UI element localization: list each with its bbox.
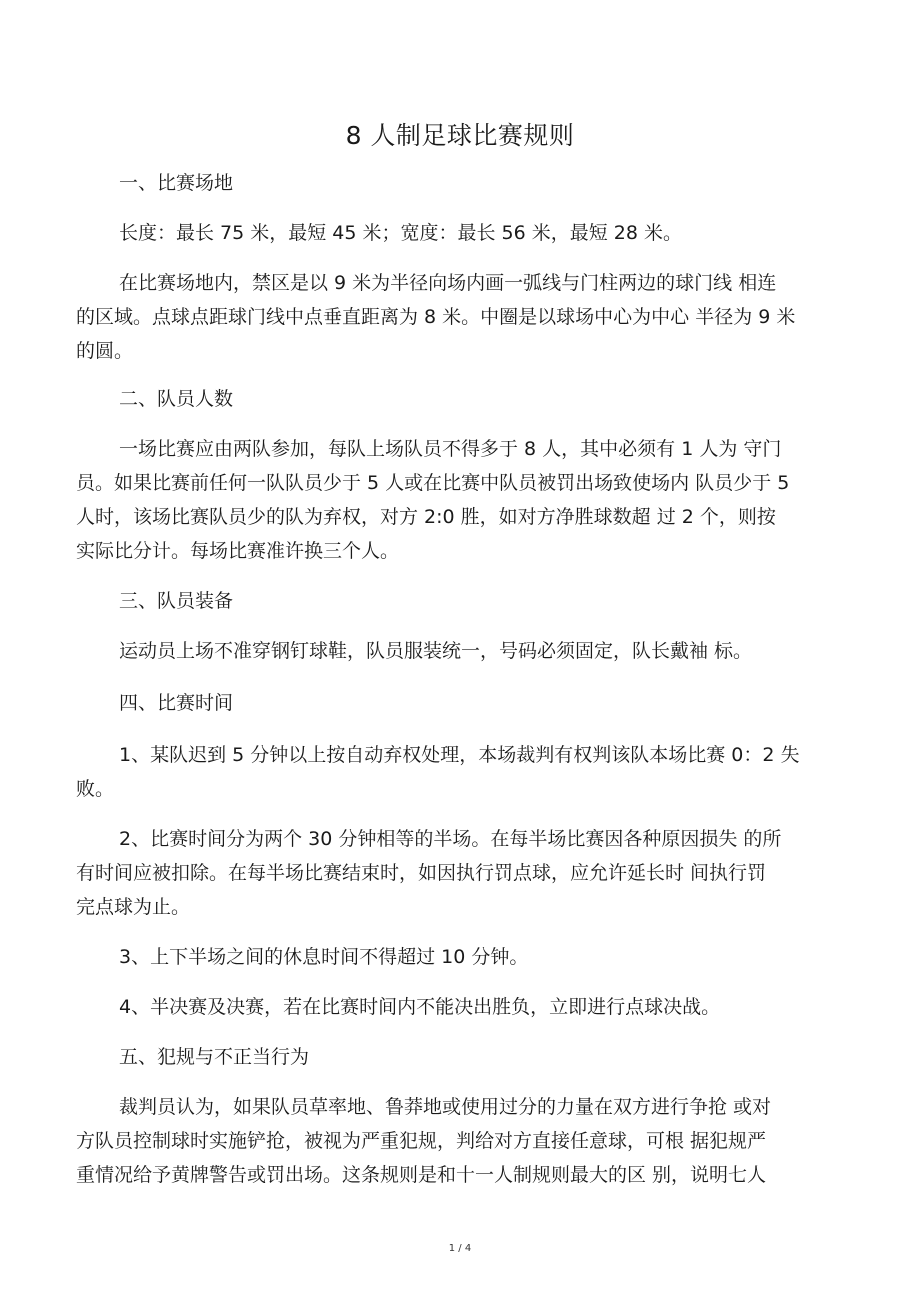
paragraph-line: 一场比赛应由两队参加，每队上场队员不得多于 8 人，其中必须有 1 人为 守门 (119, 438, 782, 460)
page-title: 8 人制足球比赛规则 (345, 121, 575, 150)
paragraph-line: 4、半决赛及决赛，若在比赛时间内不能决出胜负，立即进行点球决战。 (119, 996, 721, 1018)
paragraph-line: 有时间应被扣除。在每半场比赛结束时，如因执行罚点球，应允许延长时 间执行罚 (76, 862, 767, 884)
paragraph-line: 在比赛场地内，禁区是以 9 米为半径向场内画一弧线与门柱两边的球门线 相连 (119, 272, 777, 294)
paragraph-line: 的圆。 (76, 340, 134, 362)
paragraph-line: 1、某队迟到 5 分钟以上按自动弃权处理，本场裁判有权判该队本场比赛 0：2 失 (119, 744, 800, 766)
paragraph-line: 败。 (76, 778, 115, 800)
paragraph-line: 运动员上场不准穿钢钉球鞋，队员服装统一，号码必须固定，队长戴袖 标。 (119, 640, 753, 662)
paragraph-line: 方队员控制球时实施铲抢，被视为严重犯规，判给对方直接任意球，可根 据犯规严 (76, 1130, 767, 1152)
section-heading-equipment: 三、队员装备 (119, 590, 234, 612)
section-heading-field: 一、比赛场地 (119, 172, 234, 194)
paragraph-line: 长度：最长 75 米，最短 45 米；宽度：最长 56 米，最短 28 米。 (119, 222, 683, 244)
paragraph-line: 3、上下半场之间的休息时间不得超过 10 分钟。 (119, 946, 529, 968)
paragraph-line: 重情况给予黄牌警告或罚出场。这条规则是和十一人制规则最大的区 别，说明七人 (76, 1164, 767, 1186)
paragraph-line: 的区域。点球点距球门线中点垂直距离为 8 米。中圈是以球场中心为中心 半径为 9 米 (76, 306, 796, 328)
paragraph-line: 2、比赛时间分为两个 30 分钟相等的半场。在每半场比赛因各种原因损失 的所 (119, 828, 782, 850)
paragraph-line: 裁判员认为，如果队员草率地、鲁莽地或使用过分的力量在双方进行争抢 或对 (119, 1096, 772, 1118)
section-heading-time: 四、比赛时间 (119, 692, 234, 714)
paragraph-line: 完点球为止。 (76, 896, 191, 918)
paragraph-line: 人时，该场比赛队员少的队为弃权，对方 2:0 胜，如对方净胜球数超 过 2 个，则按 (76, 506, 776, 528)
page-number: 1 / 4 (448, 1243, 472, 1254)
paragraph-line: 实际比分计。每场比赛准许换三个人。 (76, 540, 400, 562)
paragraph-line: 员。如果比赛前任何一队队员少于 5 人或在比赛中队员被罚出场致使场内 队员少于 5 (76, 472, 790, 494)
section-heading-fouls: 五、犯规与不正当行为 (119, 1046, 310, 1068)
section-heading-players: 二、队员人数 (119, 388, 234, 410)
